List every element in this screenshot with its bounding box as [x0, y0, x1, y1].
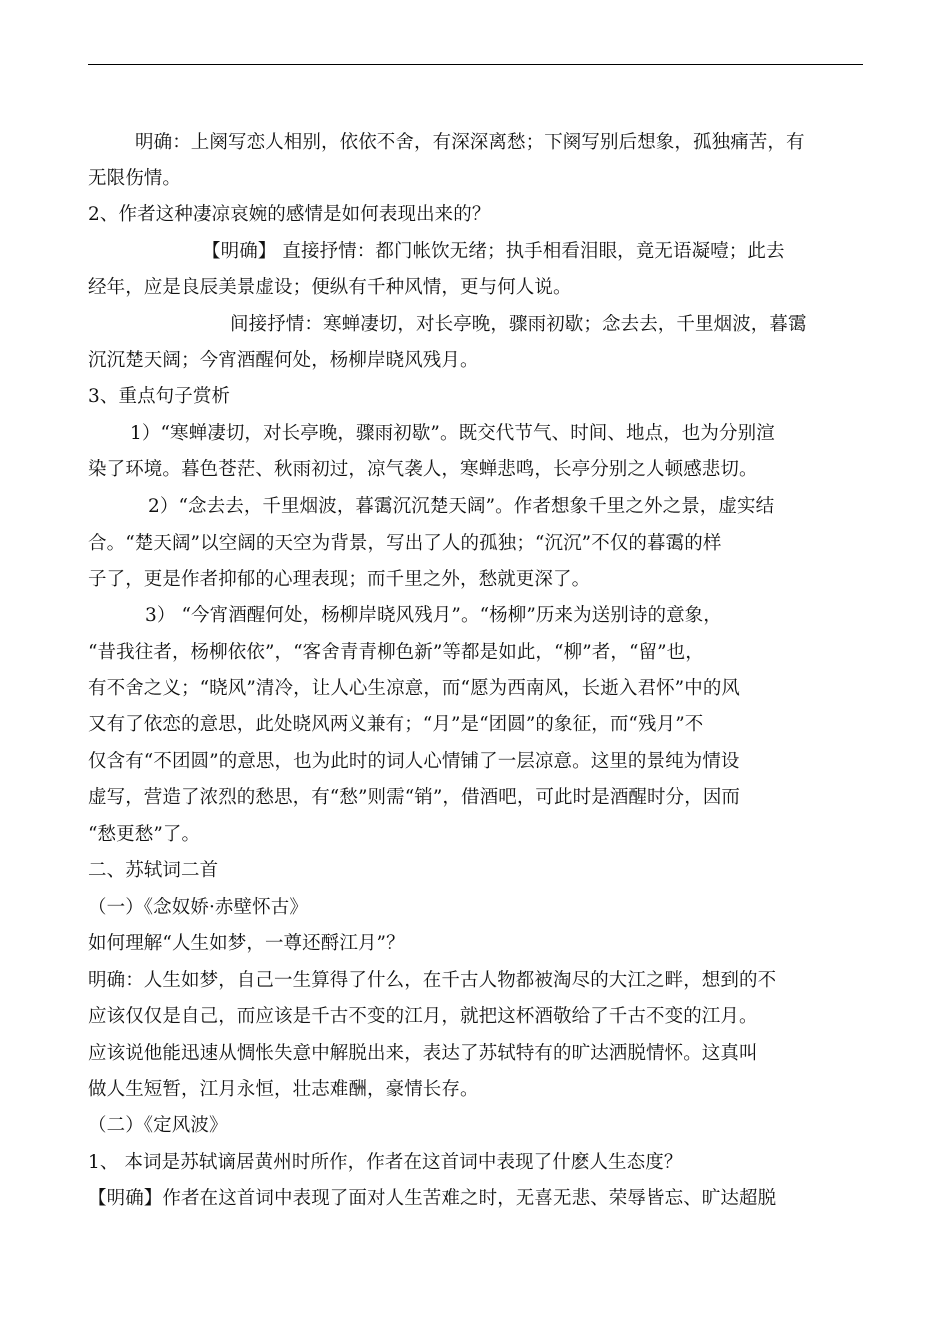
- text-line: 无限伤情。: [88, 168, 182, 189]
- text-line: 3） “今宵酒醒何处，杨柳岸晓风残月”。“杨柳”历来为送别诗的意象，: [145, 605, 722, 626]
- text-line: 3、重点句子赏析: [88, 386, 231, 407]
- text-line: 2）“念去去，千里烟波，暮霭沉沉楚天阔”。作者想象千里之外之景，虚实结: [148, 496, 775, 517]
- text-line: 如何理解“人生如梦，一尊还酹江月”？: [88, 933, 405, 954]
- text-line: 经年，应是良辰美景虚设；便纵有千种风情，更与何人说。: [88, 277, 572, 298]
- text-line: 明确：人生如梦，自己一生算得了什么，在千古人物都被淘尽的大江之畔，想到的不: [88, 970, 777, 991]
- header-rule: [88, 64, 863, 65]
- text-line: “昔我往者，杨柳依依”，“客舍青青柳色新”等都是如此，“柳”者，“留”也，: [88, 642, 704, 663]
- text-line: 2、作者这种凄凉哀婉的感情是如何表现出来的？: [88, 204, 491, 225]
- text-line: 【明确】作者在这首词中表现了面对人生苦难之时，无喜无悲、荣辱皆忘、旷达超脱: [88, 1188, 777, 1209]
- text-line: 合。“楚天阔”以空阔的天空为背景，写出了人的孤独；“沉沉”不仅的暮霭的样: [88, 533, 722, 554]
- text-line: 又有了依恋的意思，此处晓风两义兼有；“月”是“团圆”的象征，而“残月”不: [88, 714, 704, 735]
- text-line: 明确：上阕写恋人相别，依依不舍，有深深离愁；下阕写别后想象，孤独痛苦，有: [135, 132, 805, 153]
- text-line: “愁更愁”了。: [88, 824, 201, 845]
- text-line: 应该仅仅是自己，而应该是千古不变的江月，就把这杯酒敬给了千古不变的江月。: [88, 1006, 758, 1027]
- text-line: （一）《念奴娇·赤壁怀古》: [88, 897, 308, 918]
- text-line: 虚写，营造了浓烈的愁思，有“愁”则需“销”，借酒吧，可此时是酒醒时分，因而: [88, 787, 741, 808]
- text-line: 二、苏轼词二首: [88, 860, 219, 881]
- text-line: 1）“寒蝉凄切，对长亭晚，骤雨初歇”。既交代节气、时间、地点，也为分别渲: [130, 423, 775, 444]
- text-line: 间接抒情：寒蝉凄切，对长亭晚，骤雨初歇；念去去，千里烟波，暮霭: [230, 314, 807, 335]
- text-line: 【明确】 直接抒情：都门帐饮无绪；执手相看泪眼，竟无语凝噎；此去: [202, 241, 785, 262]
- text-line: 子了，更是作者抑郁的心理表现；而千里之外，愁就更深了。: [88, 569, 591, 590]
- text-line: （二）《定风波》: [88, 1115, 228, 1136]
- text-line: 做人生短暂，江月永恒，壮志难酬，豪情长存。: [88, 1079, 479, 1100]
- text-line: 染了环境。暮色苍茫、秋雨初过，凉气袭人，寒蝉悲鸣，长亭分别之人顿感悲切。: [88, 459, 758, 480]
- text-line: 应该说他能迅速从惆怅失意中解脱出来，表达了苏轼特有的旷达洒脱情怀。这真叫: [88, 1043, 758, 1064]
- text-line: 仅含有“不团圆”的意思，也为此时的词人心情铺了一层凉意。这里的景纯为情设: [88, 751, 740, 772]
- text-line: 沉沉楚天阔；今宵酒醒何处，杨柳岸晓风残月。: [88, 350, 479, 371]
- text-line: 1、 本词是苏轼谪居黄州时所作，作者在这首词中表现了什麽人生态度？: [88, 1152, 683, 1173]
- text-line: 有不舍之义；“晓风”清冷，让人心生凉意，而“愿为西南风，长逝入君怀”中的风: [88, 678, 741, 699]
